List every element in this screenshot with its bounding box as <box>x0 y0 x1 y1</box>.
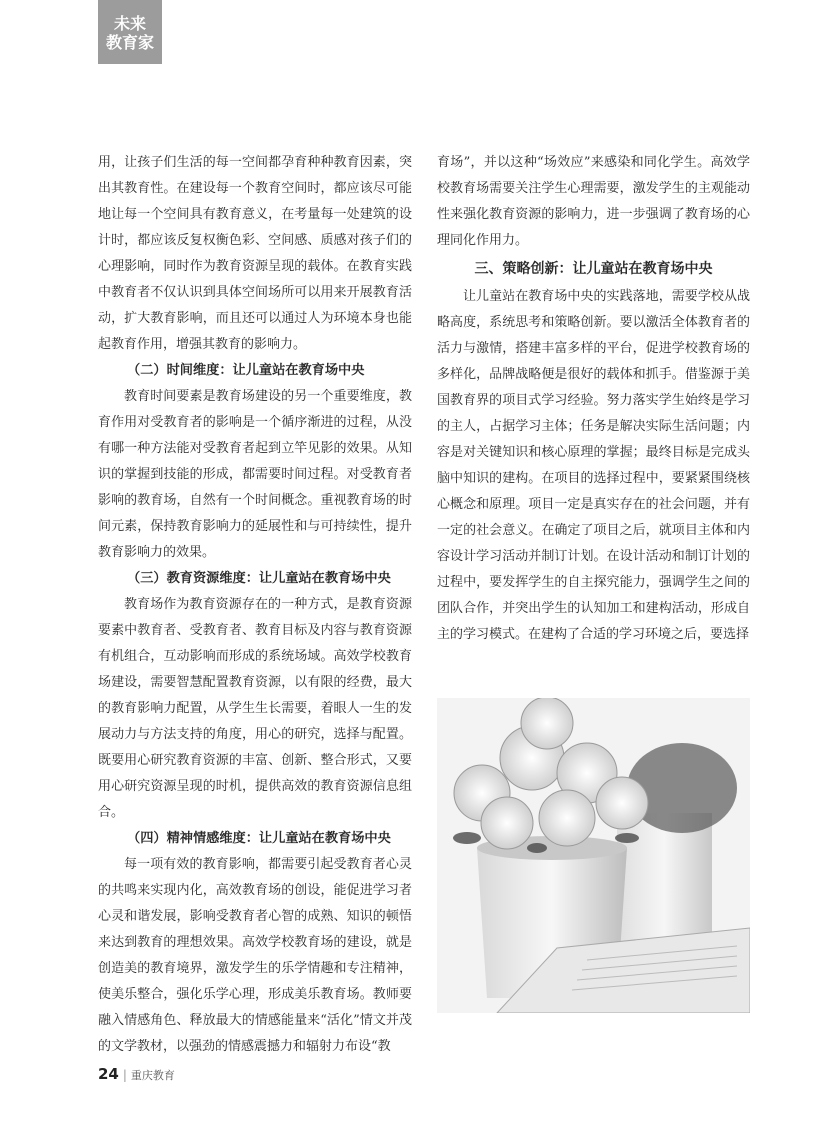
footer-separator: | <box>122 1068 127 1082</box>
flower-photo <box>437 698 750 1013</box>
page-footer <box>98 1064 175 1083</box>
body-paragraph: 让儿童站在教育场中央的实践落地，需要学校从战略高度，系统思考和策略创新。要以激活全体教育者的活力与激情，搭建丰富多样的平台，促进学校教育场的多样化，品牌战略便是很好的载体和抓手。借鉴源于美国教育界的项目式学习经验。努力落实学生始终是学习的主人，占据学习主体；任务是解决实际生活问题；内容是对关键知识和核心原理的掌握；最终目标是完成头脑中知识的建构。在项目的选择过程中，要紧紧围绕核心概念和原理。项目一定是真实存在的社会问题，并有一定的社会意义。在确定了项目之后，就项目主体和内容设计学习活动并制订计划。在设计活动和制订计划的过程中，要发挥学生的自主探究能力，强调学生之间的团队合作，并突出学生的认知加工和建构活动，形成自主的学习模式。在建构了合适的学习环境之后，要选择 <box>437 289 750 642</box>
subsection-heading: （二）时间维度：让儿童站在教育场中央 <box>127 363 365 378</box>
page-number: 24 <box>98 1065 119 1083</box>
right-column <box>437 150 750 648</box>
body-paragraph: 每一项有效的教育影响，都需要引起受教育者心灵的共鸣来实现内化，高效教育场的创设，能促进学习者心灵和谐发展，影响受教育者心智的成熟、知识的顿悟来达到教育的理想效果。高效学校教育场的建设，就是创造美的教育境界，激发学生的乐学情趣和专注精神，使美乐整合，强化乐学心理，形成美乐教育场。教师要融入情感角色、释放最大的情感能量来“活化”情文并茂的文学教材，以强劲的情感震撼力和辐射力布设“教 <box>98 857 412 1054</box>
body-paragraph: 育场”，并以这种“场效应”来感染和同化学生。高效学校教育场需要关注学生心理需要，激发学生的主观能动性来强化教育资源的影响力，进一步强调了教育场的心理同化作用力。 <box>437 155 750 248</box>
subsection-heading: （三）教育资源维度：让儿童站在教育场中央 <box>127 571 391 586</box>
badge-line-1: 未来 <box>113 14 146 33</box>
section-heading: 三、策略创新：让儿童站在教育场中央 <box>474 261 713 277</box>
left-column <box>98 150 412 1060</box>
body-paragraph: 用，让孩子们生活的每一空间都孕育种种教育因素，突出其教育性。在建设每一个教育空间时，都应该尽可能地让每一个空间具有教育意义，在考量每一处建筑的设计时，都应该反复权衡色彩、空间感、质感对孩子们的心理影响，同时作为教育资源呈现的载体。在教育实践中教育者不仅认识到具体空间场所可以用来开展教育活动，扩大教育影响，而且还可以通过人为环境本身也能起教育作用，增强其教育的影响力。 <box>98 155 412 352</box>
section-badge <box>98 0 162 64</box>
badge-line-2: 教育家 <box>105 33 154 52</box>
body-paragraph: 教育时间要素是教育场建设的另一个重要维度，教育作用对受教育者的影响是一个循序渐进的过程，从没有哪一种方法能对受教育者起到立竿见影的效果。从知识的掌握到技能的形成，都需要时间过程。对受教育者影响的教育场，自然有一个时间概念。重视教育场的时间元素，保持教育影响力的延展性和与可持续性，提升教育影响力的效果。 <box>98 389 412 560</box>
body-paragraph: 教育场作为教育资源存在的一种方式，是教育资源要素中教育者、受教育者、教育目标及内容与教育资源有机组合，互动影响而形成的系统场域。高效学校教育场建设，需要智慧配置教育资源，以有限的经费，最大的教育影响力配置，从学生生长需要，着眼人一生的发展动力与方法支持的角度，用心的研究，选择与配置。既要用心研究教育资源的丰富、创新、整合形式，又要用心研究资源呈现的时机，提供高效的教育资源信息组合。 <box>98 597 412 820</box>
journal-name: 重庆教育 <box>130 1069 175 1082</box>
subsection-heading: （四）精神情感维度：让儿童站在教育场中央 <box>127 831 391 846</box>
